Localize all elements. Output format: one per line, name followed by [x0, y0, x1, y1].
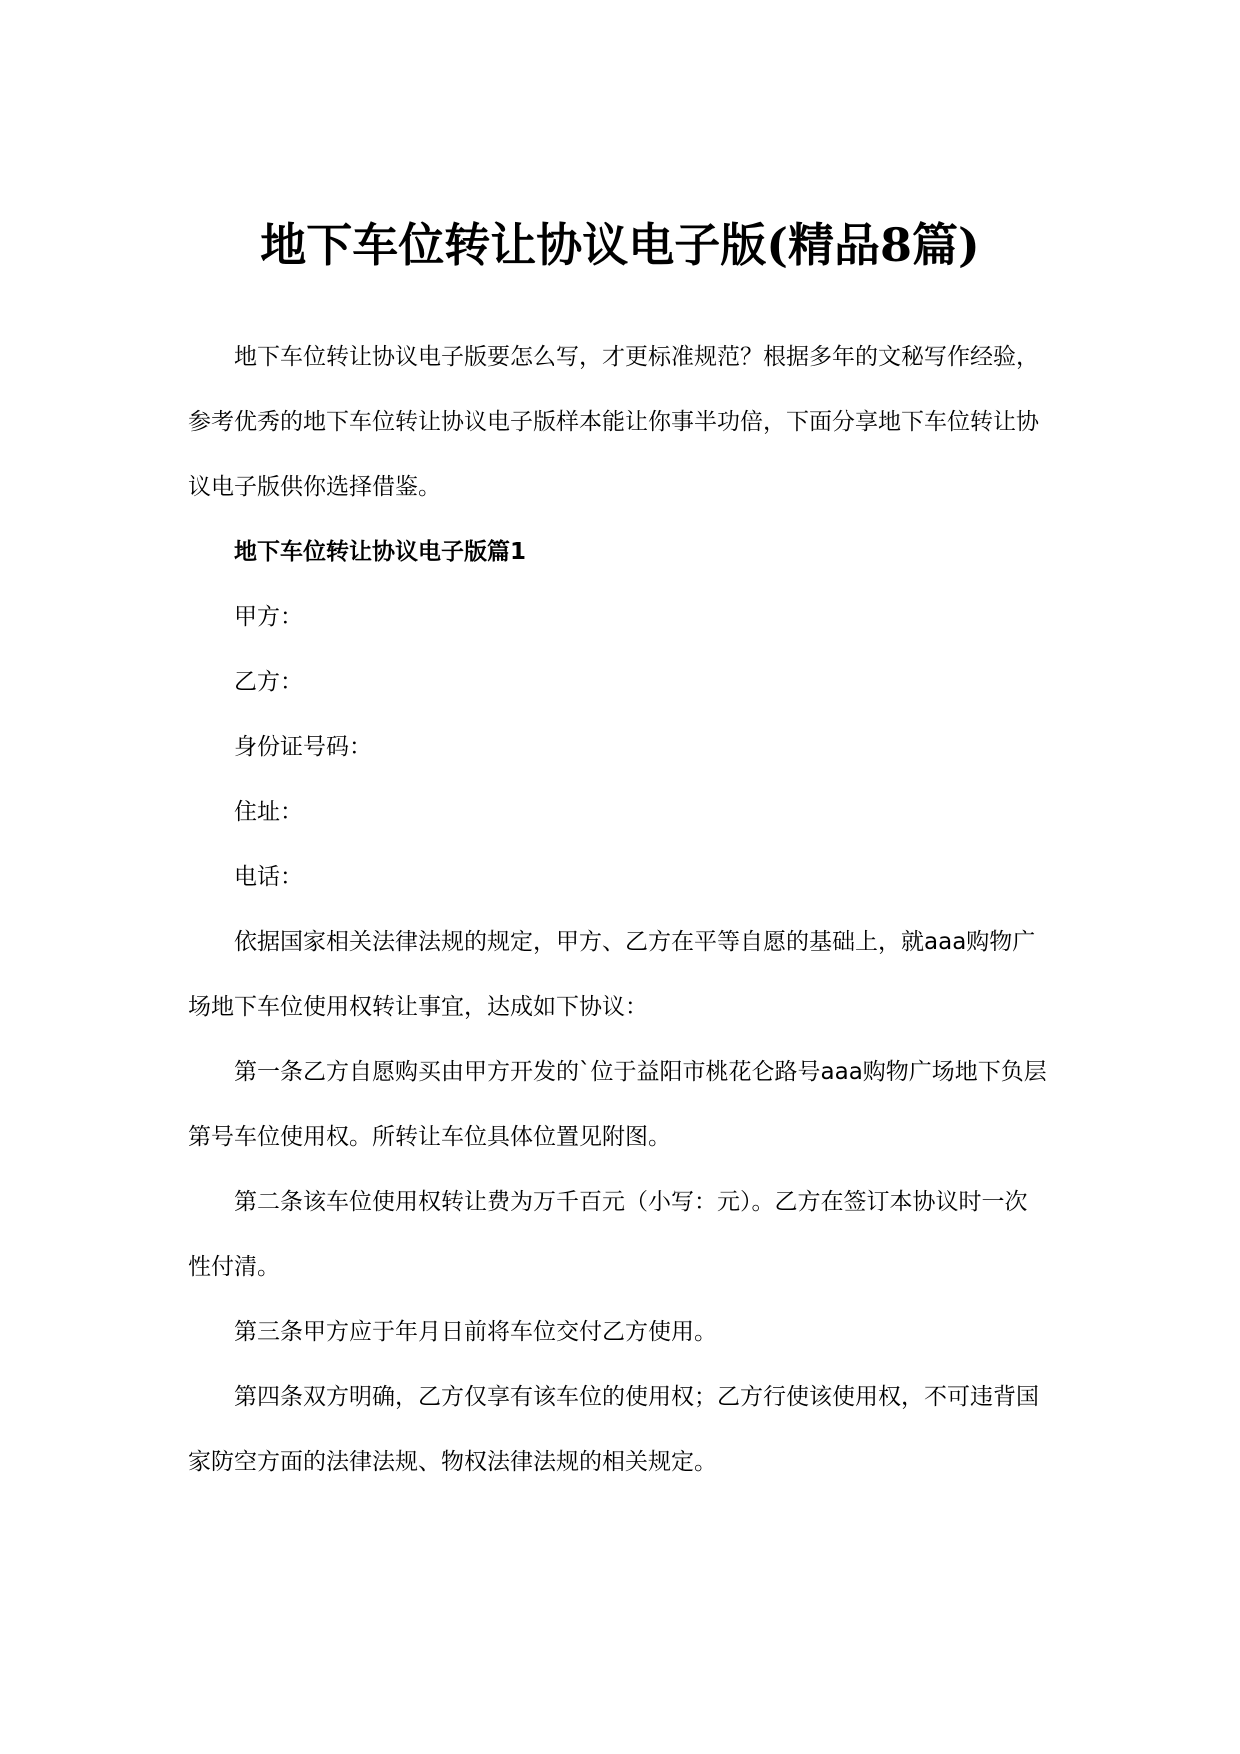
article-4-paragraph: 第四条双方明确，乙方仅享有该车位的使用权；乙方行使该使用权，不可违背国家防空方面的法律法规、物权法律法规的相关规定。: [188, 1384, 1039, 1475]
document-title: 地下车位转让协议电子版(精品8篇): [260, 218, 980, 272]
article-1-paragraph: 第一条乙方自愿购买由甲方开发的`位于益阳市桃花仑路号aaa购物广场地下负层第号车位使用权。所转让车位具体位置见附图。: [188, 1059, 1047, 1150]
intro-paragraph: 地下车位转让协议电子版要怎么写，才更标准规范？根据多年的文秘写作经验，参考优秀的地下车位转让协议电子版样本能让你事半功倍，下面分享地下车位转让协议电子版供你选择借鉴。: [188, 344, 1039, 500]
document-body: [188, 325, 1048, 1495]
address-field: 住址：: [234, 799, 303, 825]
party-b-field: 乙方：: [234, 669, 303, 695]
article-3-paragraph: 第三条甲方应于年月日前将车位交付乙方使用。: [234, 1319, 717, 1345]
id-number-field: 身份证号码：: [234, 734, 372, 760]
party-a-field: 甲方：: [234, 604, 303, 630]
preamble-paragraph: 依据国家相关法律法规的规定，甲方、乙方在平等自愿的基础上，就aaa购物广场地下车位使用权转让事宜，达成如下协议：: [188, 929, 1036, 1020]
section-heading: 地下车位转让协议电子版篇1: [234, 539, 527, 565]
article-2-paragraph: 第二条该车位使用权转让费为万千百元（小写：元）。乙方在签订本协议时一次性付清。: [188, 1189, 1028, 1280]
phone-field: 电话：: [234, 864, 303, 890]
